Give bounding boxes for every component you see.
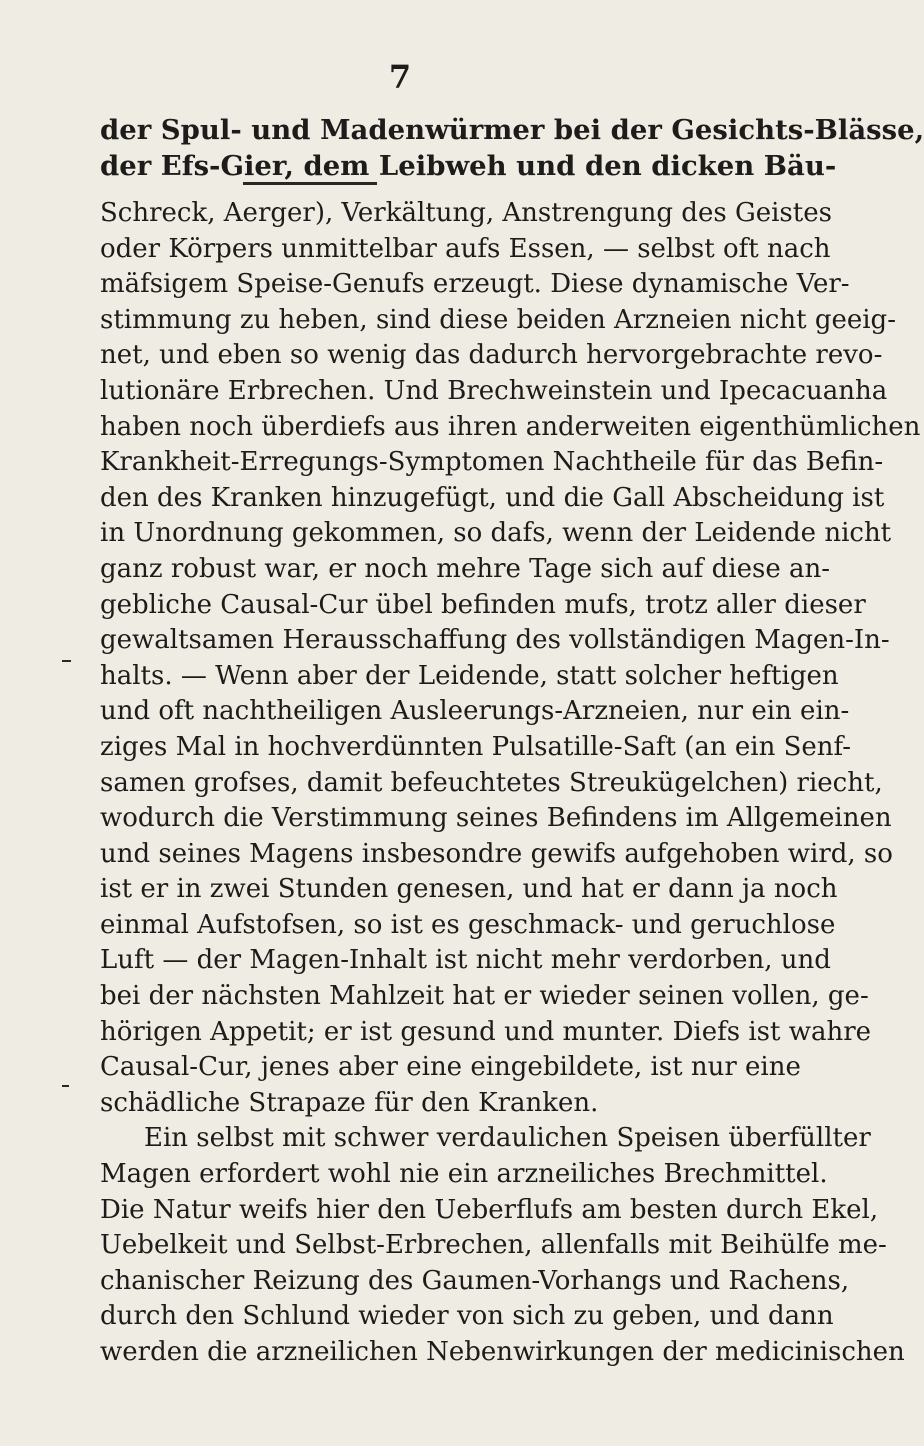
text-line: wodurch die Verstimmung seines Befindens im Allgemeinen (100, 803, 892, 834)
body-text (100, 196, 921, 1371)
text-line: Schreck, Aerger), Verkältung, Anstrengung des Geistes (100, 198, 832, 228)
footnote-line: der Efs-Gier, dem Leibweh und den dicken Bäu- (100, 150, 837, 182)
margin-mark (62, 660, 71, 662)
text-line: bei der nächsten Mahlzeit hat er wieder seinen vollen, ge- (100, 981, 869, 1012)
text-line: Krankheit-Erregungs-Symptomen Nachtheile für das Befin- (100, 447, 884, 478)
footnote-continuation (100, 112, 924, 184)
text-line: Magen erfordert wohl nie ein arzneiliches Brechmittel. (100, 1159, 828, 1190)
text-line: den des Kranken hinzugefügt, und die Gall Abscheidung ist (100, 482, 885, 513)
text-line: durch den Schlund wieder von sich zu geben, und dann (100, 1301, 834, 1332)
text-line: gebliche Causal-Cur übel befinden mufs, trotz aller dieser (100, 589, 866, 620)
text-line: halts. — Wenn aber der Leidende, statt solcher heftigen (100, 660, 839, 691)
text-line: Die Natur weifs hier den Ueberflufs am besten durch Ekel, (100, 1194, 879, 1225)
text-line: gewaltsamen Herausschaffung des vollständigen Magen-In- (100, 625, 890, 656)
text-line: Causal-Cur, jenes aber eine eingebildete, ist nur eine (100, 1052, 801, 1083)
text-line: ganz robust war, er noch mehre Tage sich auf diese an- (100, 553, 831, 584)
text-line: in Unordnung gekommen, so dafs, wenn der Leidende nicht (100, 518, 892, 549)
text-line: samen grofses, damit befeuchtetes Streukügelchen) riecht, (100, 767, 883, 798)
text-line: Luft — der Magen-Inhalt ist nicht mehr verdorben, und (100, 945, 831, 976)
separator-rule (243, 182, 377, 185)
text-line: einmal Aufstofsen, so ist es geschmack- und geruchlose (100, 909, 836, 940)
text-line: schädliche Strapaze für den Kranken. (100, 1087, 599, 1118)
text-line: Uebelkeit und Selbst-Erbrechen, allenfalls mit Beihülfe me- (100, 1230, 887, 1261)
text-line: hörigen Appetit; er ist gesund und munter. Diefs ist wahre (100, 1016, 872, 1047)
text-line: lutionäre Erbrechen. Und Brechweinstein und Ipecacuanha (100, 375, 888, 406)
text-line: net, und eben so wenig das dadurch hervorgebrachte revo- (100, 340, 883, 371)
text-line: werden die arzneilichen Nebenwirkungen der medicinischen (100, 1337, 905, 1367)
page-number: 7 (388, 58, 412, 96)
text-line: chanischer Reizung des Gaumen-Vorhangs und Rachens, (100, 1265, 850, 1296)
text-line: ziges Mal in hochverdünnten Pulsatille-Saft (an ein Senf- (100, 731, 852, 762)
text-line: haben noch überdiefs aus ihren anderweiten eigenthümlichen (100, 411, 921, 442)
text-line: stimmung zu heben, sind diese beiden Arzneien nicht geeig- (100, 304, 896, 335)
text-line: und oft nachtheiligen Ausleerungs-Arzneien, nur ein ein- (100, 696, 850, 727)
margin-mark (62, 1085, 69, 1087)
text-line: Ein selbst mit schwer verdaulichen Speisen überfüllter (144, 1123, 871, 1154)
text-line: und seines Magens insbesondre gewifs aufgehoben wird, so (100, 838, 893, 869)
footnote-line: der Spul- und Madenwürmer bei der Gesichts-Blässe, (100, 114, 924, 146)
text-line: oder Körpers unmittelbar aufs Essen, — selbst oft nach (100, 233, 831, 264)
text-line: mäfsigem Speise-Genufs erzeugt. Diese dynamische Ver- (100, 269, 850, 300)
text-line: ist er in zwei Stunden genesen, und hat er dann ja noch (100, 874, 838, 905)
